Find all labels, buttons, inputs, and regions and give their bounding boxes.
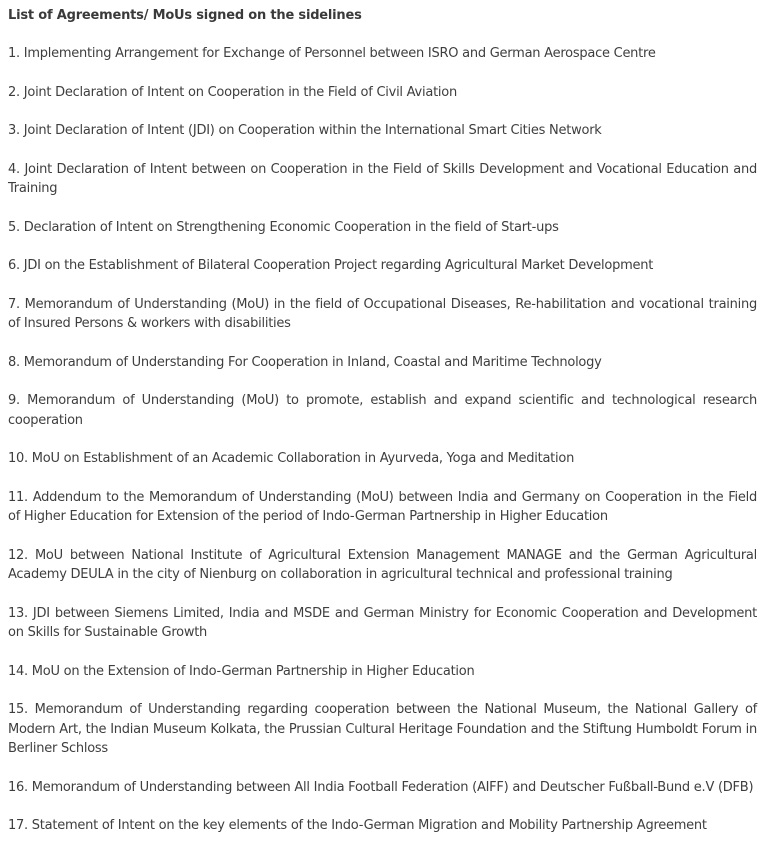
list-item: 15. Memorandum of Understanding regarding cooperation between the National Museum, the National Gallery of Modern Art, the Indian Museum Kolkata, the Prussian Cultural Heritage Foundation and the Stiftung Humboldt Forum in Berliner Schloss xyxy=(8,702,757,756)
document-heading: List of Agreements/ MoUs signed on the sidelines xyxy=(8,8,362,23)
list-item: 2. Joint Declaration of Intent on Cooperation in the Field of Civil Aviation xyxy=(8,84,457,100)
list-item: 9. Memorandum of Understanding (MoU) to promote, establish and expand scientific and technological research cooperation xyxy=(8,393,757,428)
list-item: 6. JDI on the Establishment of Bilateral Cooperation Project regarding Agricultural Market Development xyxy=(8,258,654,273)
list-item: 1. Implementing Arrangement for Exchange of Personnel between ISRO and German Aerospace Centre xyxy=(8,46,656,61)
list-item: 4. Joint Declaration of Intent between on Cooperation in the Field of Skills Development and Vocational Education and Training xyxy=(8,161,757,196)
list-item: 16. Memorandum of Understanding between All India Football Federation (AIFF) and Deutscher Fußball-Bund e.V (DFB) xyxy=(8,779,754,795)
list-item: 13. JDI between Siemens Limited, India and MSDE and German Ministry for Economic Cooperation and Development on Skills for Sustainable Growth xyxy=(8,605,757,640)
list-item: 17. Statement of Intent on the key elements of the Indo-German Migration and Mobility Partnership Agreement xyxy=(8,818,707,833)
list-item: 11. Addendum to the Memorandum of Understanding (MoU) between India and Germany on Cooperation in the Field of Higher Education for Extension of the period of Indo-German Partnership in Higher Education xyxy=(8,489,757,524)
list-item: 5. Declaration of Intent on Strengthening Economic Cooperation in the field of Start-ups xyxy=(8,219,559,235)
list-item: 3. Joint Declaration of Intent (JDI) on Cooperation within the International Smart Cities Network xyxy=(8,123,602,138)
list-item: 8. Memorandum of Understanding For Cooperation in Inland, Coastal and Maritime Technology xyxy=(8,354,602,370)
list-item: 12. MoU between National Institute of Agricultural Extension Management MANAGE and the German Agricultural Academy DEULA in the city of Nienburg on collaboration in agricultural technical and professional training xyxy=(8,547,757,582)
agreements-list xyxy=(8,44,757,836)
list-item: 7. Memorandum of Understanding (MoU) in the field of Occupational Diseases, Re-habilitation and vocational training of Insured Persons & workers with disabilities xyxy=(8,296,757,331)
list-item: 14. MoU on the Extension of Indo-German Partnership in Higher Education xyxy=(8,663,475,679)
list-item: 10. MoU on Establishment of an Academic Collaboration in Ayurveda, Yoga and Meditation xyxy=(8,451,575,466)
